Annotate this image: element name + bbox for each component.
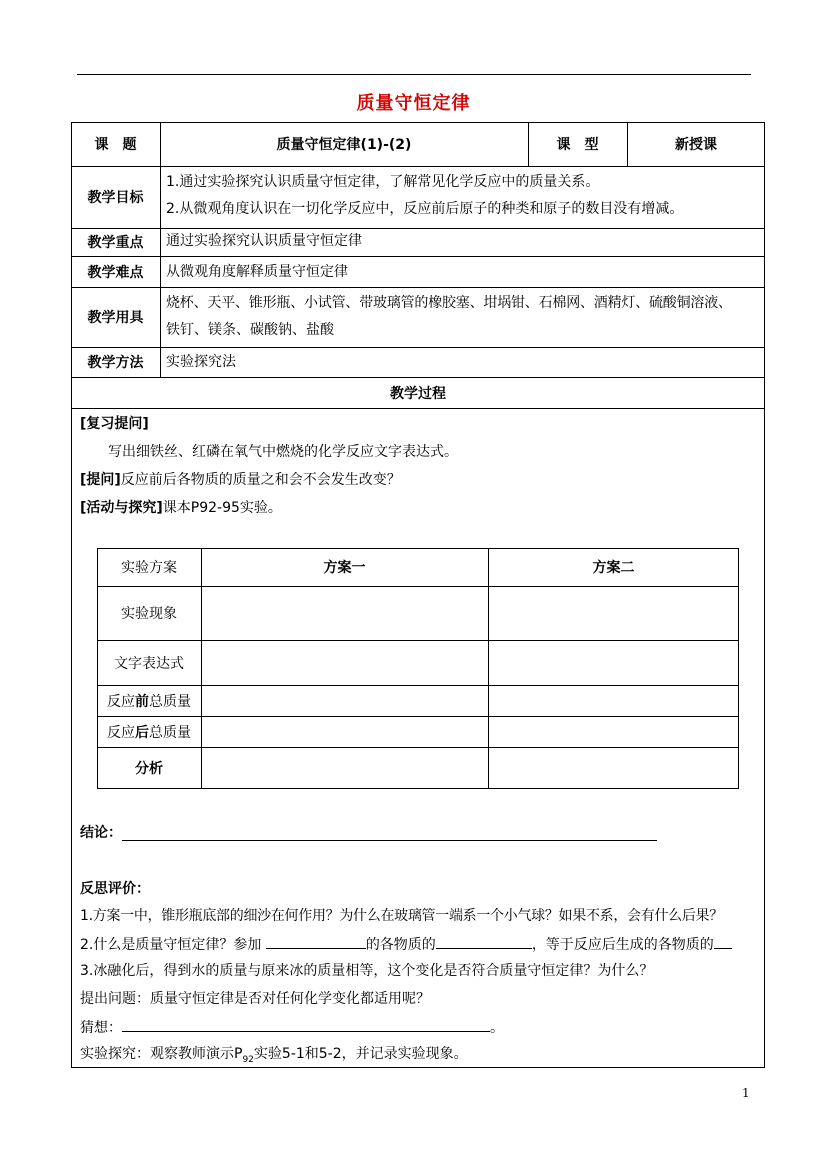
q2-blank-1[interactable] <box>266 934 366 949</box>
q2-blank-3[interactable] <box>714 934 732 949</box>
difficulty-label: 教学难点 <box>87 264 144 281</box>
key-value: 通过实验探究认识质量守恒定律 <box>166 233 362 249</box>
tools-line-2: 铁钉、镁条、碳酸钠、盐酸 <box>166 322 334 338</box>
goal-2: 2.从微观角度认识在一切化学反应中，反应前后原子的种类和原子的数目没有增减。 <box>166 201 684 217</box>
conclusion-blank[interactable] <box>122 840 657 841</box>
topic-value: 质量守恒定律(1)-(2) <box>276 137 412 153</box>
reflection-q3: 3.冰融化后，得到水的质量与原来冰的质量相等，这个变化是否符合质量守恒定律？为什么？ <box>80 963 654 979</box>
exp-header-plan: 实验方案 <box>121 560 177 576</box>
key-label: 教学重点 <box>87 235 144 251</box>
explore-line: 实验探究：观察教师演示$P_{92}$实验5-1和5-2，并记录实验现象。 <box>80 1046 468 1065</box>
difficulty-value: 从微观角度解释质量守恒定律 <box>166 264 348 280</box>
exp-row-analysis: 分析 <box>135 761 163 777</box>
exp-row-mass-after: 反应 后 总质量 <box>107 724 191 741</box>
method-label: 教学方法 <box>87 355 144 371</box>
process-label: 教学过程 <box>390 385 446 402</box>
goal-1: 1.通过实验探究认识质量守恒定律，了解常见化学反应中的质量关系。 <box>166 174 600 190</box>
exp-header-plan-2: 方案二 <box>592 560 635 576</box>
header-rule <box>77 74 751 75</box>
reflection-q1: 1.方案一中，锥形瓶底部的细沙在何作用？为什么在玻璃管一端系一个小气球？如果不系，会有什么后果？ <box>80 908 723 924</box>
reflection-q2: 2.什么是质量守恒定律？参加 的各物质的 ，等于反应后生成的各物质的 <box>80 934 732 955</box>
document-title: 质量守恒定律 <box>356 93 471 114</box>
guess-line: 猜想： 。 <box>80 1017 504 1038</box>
activity-text: 课本P92-95实验。 <box>162 500 282 516</box>
topic-label: 课 题 <box>94 137 137 153</box>
method-value: 实验探究法 <box>166 354 236 370</box>
type-value: 新授课 <box>675 137 717 153</box>
review-tag: [复习提问] <box>80 416 149 432</box>
question-tag: [提问] <box>80 472 121 488</box>
exp-row-mass-before: 反应 前 总质量 <box>107 693 191 710</box>
activity-line <box>80 498 282 518</box>
type-label: 课 型 <box>556 137 599 153</box>
question-line <box>80 470 401 490</box>
guess-blank[interactable] <box>122 1017 490 1032</box>
exp-header-plan-1: 方案一 <box>323 560 366 576</box>
reflection-title: 反思评价： <box>80 881 150 897</box>
activity-tag: [活动与探究] <box>80 500 163 516</box>
raise-question: 提出问题：质量守恒定律是否对任何化学变化都适用呢？ <box>80 991 430 1007</box>
review-text: 写出细铁丝、红磷在氧气中燃烧的化学反应文字表达式。 <box>108 444 458 460</box>
exp-row-phenomenon: 实验现象 <box>121 606 177 622</box>
goals-label: 教学目标 <box>87 190 144 206</box>
question-text: 反应前后各物质的质量之和会不会发生改变？ <box>120 472 401 488</box>
tools-label: 教学用具 <box>87 310 144 326</box>
q2-blank-2[interactable] <box>436 934 532 949</box>
page-number: 1 <box>742 1086 750 1100</box>
exp-row-expression: 文字表达式 <box>114 655 184 672</box>
conclusion-label: 结论： <box>80 825 122 841</box>
tools-line-1: 烧杯、天平、锥形瓶、小试管、带玻璃管的橡胶塞、坩埚钳、石棉网、酒精灯、硫酸铜溶液、 <box>166 295 732 311</box>
